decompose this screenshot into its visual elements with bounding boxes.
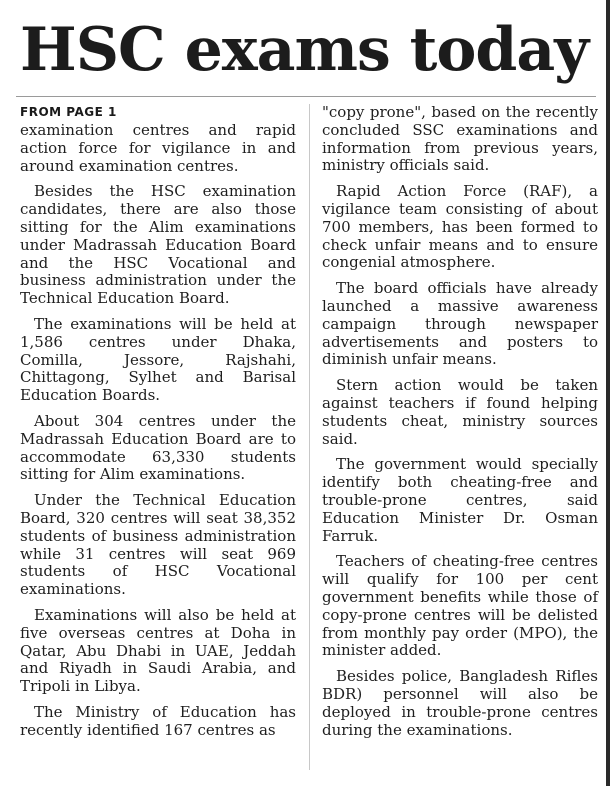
column-divider [309,104,310,770]
paragraph: Rapid Action Force (RAF), a vigilance team consisting of about 700 members, has been formed to check unfair means and to ensure congenial atmosphere. [322,182,598,272]
paragraph: Teachers of cheating-free centres will qualify for 100 per cent government benefits while those of copy-prone centres will be delisted from monthly pay order (MPO), the minister added. [322,552,598,660]
paragraph: The board officials have already launched a massive awareness campaign through newspaper advertisements and posters to diminish unfair means. [322,279,598,369]
paragraph: Besides the HSC examination candidates, there are also those sitting for the Alim examinations under Madrassah Education Board and the HSC Vocational and business administration under the Technical Education Board. [20,182,296,308]
paragraph: Besides police, Bangladesh Rifles BDR) personnel will also be deployed in trouble-prone centres during the examinations. [322,667,598,739]
paragraph: "copy prone", based on the recently concluded SSC examinations and information from previous years, ministry officials said. [322,103,598,175]
right-column [322,104,598,747]
paragraph: The examinations will be held at 1,586 centres under Dhaka, Comilla, Jessore, Rajshahi, Chittagong, Sylhet and Barisal Education Boards. [20,314,296,405]
headline-rule [16,96,596,97]
left-column [20,104,296,748]
paragraph: The government would specially identify both cheating-free and trouble-prone centres, said Education Minister Dr. Osman Farruk. [322,455,598,545]
paragraph: Examinations will also be held at five overseas centres at Doha in Qatar, Abu Dhabi in UAE, Jeddah and Riyadh in Saudi Arabia, and Tripoli in Libya. [20,605,296,696]
paragraph: Stern action would be taken against teachers if found helping students cheat, ministry sources said. [322,376,598,448]
paragraph: About 304 centres under the Madrassah Education Board are to accommodate 63,330 students sitting for Alim examinations. [20,411,296,484]
paragraph: The Ministry of Education has recently identified 167 centres as [20,702,296,739]
kicker-from-page: FROM PAGE 1 [20,105,117,119]
paragraph: Under the Technical Education Board, 320 centres will seat 38,352 students of business administration while 31 centres will seat 969 students of HSC Vocational examinations. [20,491,296,599]
clipping-edge [606,0,610,786]
headline: HSC exams today [20,15,589,85]
paragraph: examination centres and rapid action force for vigilance in and around examination centres. [20,121,296,175]
